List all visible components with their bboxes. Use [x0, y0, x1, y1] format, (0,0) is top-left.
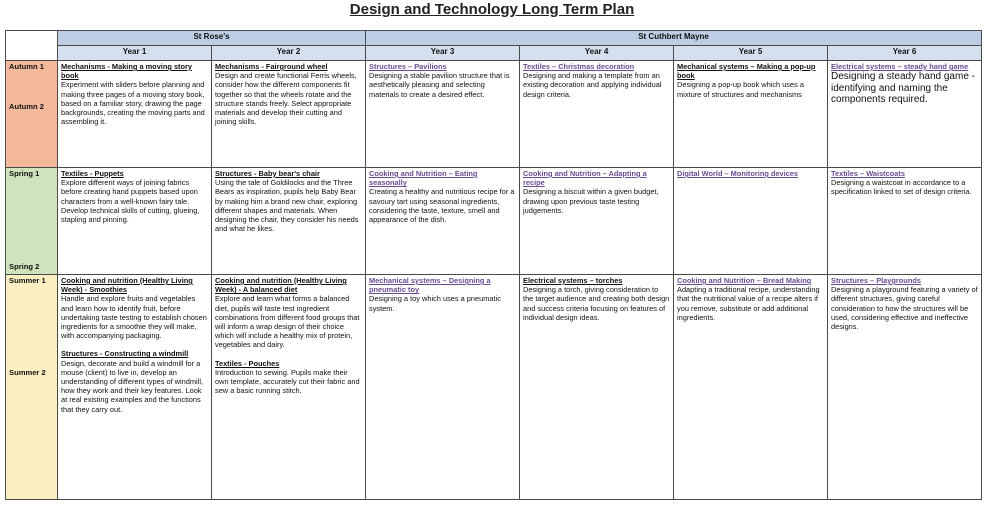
spring-year-3	[366, 168, 520, 275]
autumn-year-6	[828, 61, 982, 168]
autumn-year-5	[674, 61, 828, 168]
unit-description: Designing a waistcoat in accordance to a specification linked to set of design criteria.	[831, 178, 972, 197]
unit-title: Structures – Pavilions	[369, 62, 447, 71]
autumn-year-4	[520, 61, 674, 168]
unit-description: Designing a playground featuring a variety of different structures, giving careful consideration to how the structures will be used, considering effective and ineffective designs.	[831, 285, 978, 332]
unit-title-second: Structures - Constructing a windmill	[61, 349, 189, 359]
summer-row	[6, 275, 982, 500]
summer-year-3	[366, 275, 520, 500]
year-header-2: Year 2	[212, 46, 366, 61]
unit-title: Cooking and nutrition (Healthy Living Week) - Smoothies	[61, 276, 193, 295]
unit-description: Designing a biscuit within a given budget, drawing upon previous taste testing judgements.	[523, 187, 659, 215]
unit-title: Mechanical systems – Making a pop-up book	[677, 62, 816, 81]
summer-year-6	[828, 275, 982, 500]
school-header-st-cuthbert-mayne: St Cuthbert Mayne	[366, 31, 982, 46]
unit-title: Textiles - Puppets	[61, 169, 124, 178]
term-label-summer-2: Summer 2	[9, 368, 46, 377]
unit-title: Textiles – Waistcoats	[831, 169, 905, 178]
unit-title: Cooking and Nutrition – Adapting a recipe	[523, 169, 647, 188]
term-label-summer-1: Summer 1	[9, 276, 46, 285]
year-header-6: Year 6	[828, 46, 982, 61]
unit-title: Mechanisms - Making a moving story book	[61, 62, 193, 81]
autumn-year-3	[366, 61, 520, 168]
school-header-st-roses: St Rose's	[58, 31, 366, 46]
term-cell-spring	[6, 168, 58, 275]
spacer	[61, 340, 208, 349]
year-header-row	[6, 46, 982, 61]
year-header-1: Year 1	[58, 46, 212, 61]
unit-description: Designing a pop-up book which uses a mixture of structures and mechanisms	[677, 80, 804, 99]
summer-year-1	[58, 275, 212, 500]
unit-description: Adapting a traditional recipe, understanding that the nutritional value of a recipe alters if you remove, substitute or add additional ingredients.	[677, 285, 820, 322]
unit-description: Handle and explore fruits and vegetables and learn how to identify fruit, before undertaking taste testing to establish chosen ingredients for a smoothie they will make, with accompanying packaging.	[61, 294, 207, 341]
spring-year-5	[674, 168, 828, 275]
term-label-autumn-2: Autumn 2	[9, 102, 45, 111]
unit-title: Cooking and nutrition (Healthy Living Week) - A balanced diet	[215, 276, 347, 295]
unit-description-second: Design, decorate and build a windmill for a mouse (client) to live in, develop an understanding of different types of windmill, how they work and their key features. Look at real existing examples and the functions that they carry out.	[61, 358, 204, 414]
unit-title: Electrical systems – torches	[523, 276, 623, 285]
year-header-4: Year 4	[520, 46, 674, 61]
unit-description: Designing a stable pavilion structure that is aesthetically pleasing and selecting materials to create a desired effect.	[369, 71, 510, 99]
spring-year-2	[212, 168, 366, 275]
spacer	[215, 350, 362, 359]
unit-description: Using the tale of Goldilocks and the Three Bears as inspiration, pupils help Baby Bear by making him a brand new chair, exploring different shapes and materials. When designing the chair, they consider his needs and what he likes.	[215, 178, 359, 234]
unit-title: Structures - Baby bear's chair	[215, 169, 320, 178]
unit-title: Textiles – Christmas decoration	[523, 62, 635, 71]
unit-description: Designing a steady hand game - identifying and naming the components required.	[831, 71, 975, 106]
summer-year-2	[212, 275, 366, 500]
unit-title: Cooking and Nutrition – Bread Making	[677, 276, 812, 285]
autumn-year-2	[212, 61, 366, 168]
summer-year-5	[674, 275, 828, 500]
unit-title: Mechanisms - Fairground wheel	[215, 62, 328, 71]
year-header-5: Year 5	[674, 46, 828, 61]
unit-description: Creating a healthy and nutritious recipe for a savoury tart using seasonal ingredients, considering the taste, texture, smell and appearance of the dish.	[369, 187, 515, 225]
unit-description: Designing a torch, giving consideration to the target audience and creating both design and success criteria focusing on features of individual design ideas.	[523, 285, 670, 322]
term-cell-autumn	[6, 61, 58, 168]
unit-description-second: Introduction to sewing. Pupils make their own template, accurately cut their fabric and sew a basic running stitch.	[215, 367, 360, 396]
autumn-row	[6, 61, 982, 168]
unit-title: Electrical systems – steady hand game	[831, 62, 969, 71]
spring-year-1	[58, 168, 212, 275]
spring-year-6	[828, 168, 982, 275]
year-header-3: Year 3	[366, 46, 520, 61]
corner-cell	[6, 31, 58, 61]
term-label-autumn-1: Autumn 1	[9, 62, 45, 71]
unit-title: Mechanical systems – Designing a pneumatic toy	[369, 276, 491, 295]
spring-year-4	[520, 168, 674, 275]
unit-description: Experiment with sliders before planning and making three pages of a moving story book, based on a familiar story, drawing the page backgrounds, creating the moving parts and assembling it.	[61, 80, 205, 127]
term-label-spring-1: Spring 1	[9, 169, 40, 178]
unit-title-second: Textiles - Pouches	[215, 358, 280, 368]
page-title: Design and Technology Long Term Plan	[349, 1, 635, 18]
long-term-plan-table	[5, 30, 982, 500]
unit-description: Explore and learn what forms a balanced diet, pupils will taste test ingredient combinations from different food groups that will inform a wrap design of their choice which will include a healthy mix of protein, vegetables and dairy.	[215, 294, 360, 350]
unit-description: Designing a toy which uses a pneumatic system.	[369, 294, 501, 313]
unit-description: Explore different ways of joining fabrics before creating hand puppets based upon characters from a well-known fairy tale. Develop technical skills of cutting, glueing, stapling and pinning.	[61, 178, 200, 225]
term-cell-summer	[6, 275, 58, 500]
spring-row	[6, 168, 982, 275]
unit-title: Cooking and Nutrition – Eating seasonally	[369, 169, 478, 188]
unit-description: Design and create functional Ferris wheels, consider how the different components fit together so that the wheels rotate and the structure stands freely. Select appropriate materials and develop their cutting and joining skills.	[215, 71, 357, 127]
unit-description: Designing and making a template from an existing decoration and applying individual design criteria.	[523, 71, 662, 99]
autumn-year-1	[58, 61, 212, 168]
term-label-spring-2: Spring 2	[9, 262, 40, 271]
unit-title: Structures – Playgrounds	[831, 276, 921, 285]
school-header-row	[6, 31, 982, 46]
unit-title: Digital World – Monitoring devices	[677, 169, 799, 178]
summer-year-4	[520, 275, 674, 500]
